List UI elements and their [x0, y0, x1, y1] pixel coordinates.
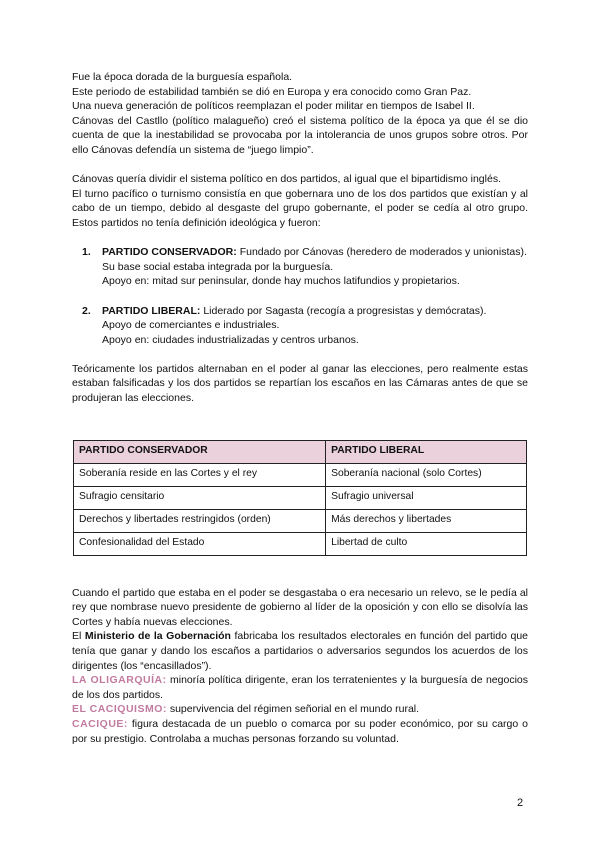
list-line: Apoyo en: mitad sur peninsular, donde hay muchos latifundios y propietarios. [102, 275, 460, 288]
definition [72, 673, 528, 702]
list-line: Su base social estaba integrada por la burguesía. [102, 260, 334, 273]
paragraph: El turno pacífico o turnismo consistía en que gobernara uno de los dos partidos que existían y al cabo de un tiempo, debido al desgaste del grupo gobernante, el poder se cedía al otro grupo. Estos partidos no tenía definición ideológica y fueron: [72, 187, 528, 229]
intro-paragraph: Cánovas del Castllo (político malagueño) creó el sistema político de la época ya que él se dio cuenta de que la inestabilidad se provocaba por la intolerancia de unos grupos sobre otros. Por ello Cánovas defendía un sistema de “juego limpio”. [72, 114, 528, 156]
intro-line: Una nueva generación de políticos reemplazan el poder militar en tiempos de Isabel II. [72, 100, 475, 113]
table-header: PARTIDO LIBERAL [326, 440, 527, 463]
table-row [74, 509, 527, 532]
ministry-name: Ministerio de la Gobernación [84, 630, 231, 643]
list-item [72, 245, 528, 260]
table-row [74, 463, 527, 486]
table-cell: Derechos y libertades restringidos (orden) [74, 509, 326, 532]
table-row [74, 532, 527, 555]
definition [72, 702, 528, 717]
table-cell: Soberanía reside en las Cortes y el rey [74, 463, 326, 486]
term-definition: supervivencia del régimen señorial en el mundo rural. [166, 703, 420, 716]
list-number: 1. [82, 246, 91, 259]
paragraph: Cánovas quería dividir el sistema político en dos partidos, al igual que el bipartidismo inglés. [72, 173, 501, 186]
party-description: Fundado por Cánovas (heredero de moderados y unionistas). [239, 246, 527, 259]
table-cell: Sufragio censitario [74, 486, 326, 509]
table-cell: Libertad de culto [326, 532, 527, 555]
paragraph [72, 629, 528, 673]
paragraph: Cuando el partido que estaba en el poder se desgastaba o era necesario un relevo, se le pedía al rey que nombrase nuevo presidente de gobierno al líder de la oposición y con ello se disolvía las Cortes y había nuevas elecciones. [72, 586, 528, 628]
term-definition: minoría política dirigente, eran los terratenientes y la burguesía de negocios de los dos partidos. [72, 674, 528, 701]
list-line: Apoyo de comerciantes e industriales. [102, 319, 280, 332]
table-cell: Soberanía nacional (solo Cortes) [326, 463, 527, 486]
term-label: EL CACIQUISMO: [72, 703, 167, 716]
term-label: LA OLIGARQUÍA: [72, 674, 167, 687]
parties-list [72, 245, 528, 347]
page-number: 2 [517, 797, 524, 809]
table-row [74, 486, 527, 509]
term-label: CACIQUE: [72, 718, 128, 730]
table-header: PARTIDO CONSERVADOR [74, 440, 326, 463]
list-item [72, 304, 528, 319]
list-line: Apoyo en: ciudades industrializadas y centros urbanos. [102, 333, 359, 346]
text: El [72, 630, 85, 643]
intro-line: Fue la época dorada de la burguesía española. [72, 71, 293, 83]
text: fabricaba los resultados electorales en función del partido que tenía que ganar y dando los escaños a partidarios o adversarios segundos los acuerdos de los dirigentes (los “encasillados”). [72, 630, 528, 672]
party-name: PARTIDO LIBERAL: [102, 304, 201, 317]
definition [72, 717, 528, 746]
table-header-row [74, 440, 527, 463]
document-page [72, 70, 528, 746]
table-cell: Más derechos y libertades [326, 509, 527, 532]
list-number: 2. [82, 304, 91, 317]
party-name: PARTIDO CONSERVADOR: [102, 246, 237, 259]
term-definition: figura destacada de un pueblo o comarca por su poder económico, por su cargo o por su prestigio. Controlaba a muchas personas forzando su voluntad. [72, 718, 528, 745]
party-description: Liderado por Sagasta (recogía a progresistas y demócratas). [203, 304, 487, 317]
table-cell: Sufragio universal [326, 486, 527, 509]
table-cell: Confesionalidad del Estado [74, 532, 326, 555]
intro-line: Este periodo de estabilidad también se dió en Europa y era conocido como Gran Paz. [72, 85, 472, 98]
paragraph: Teóricamente los partidos alternaban en el poder al ganar las elecciones, pero realmente estas estaban falsificadas y los dos partidos se repartían los escaños en las Cámaras antes de que se produjeran las elecciones. [72, 362, 528, 405]
comparison-table [73, 440, 527, 556]
